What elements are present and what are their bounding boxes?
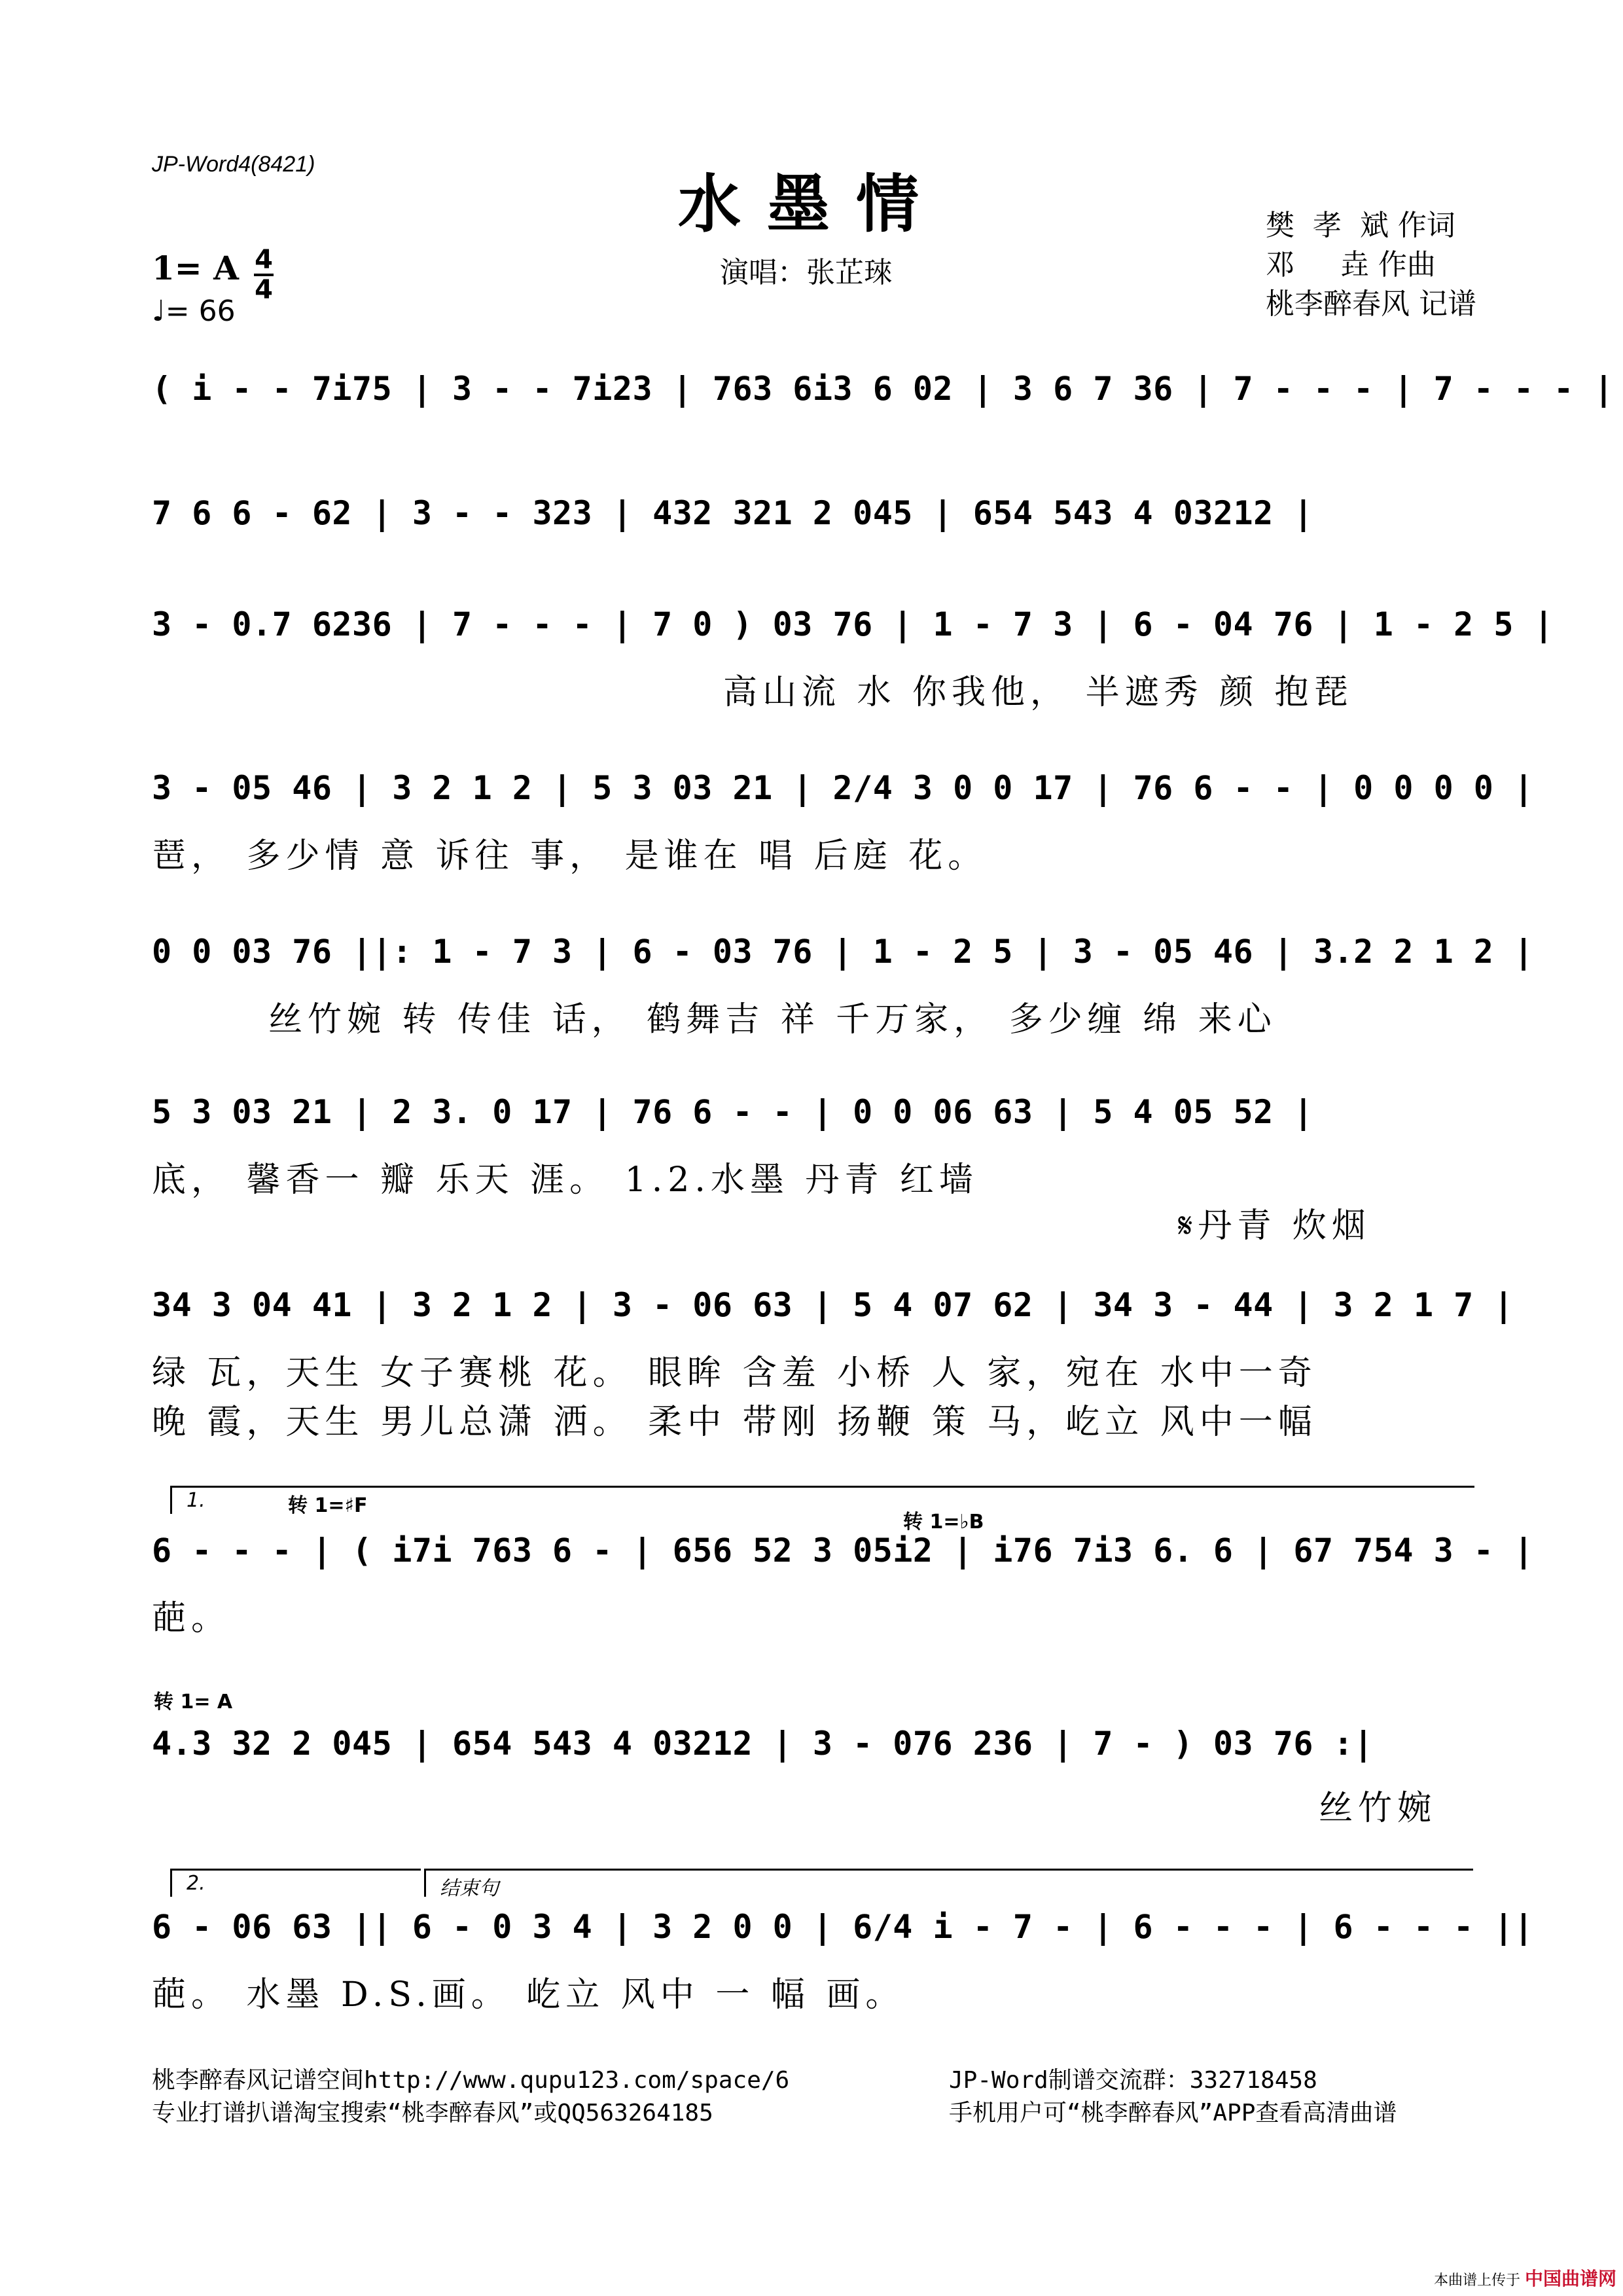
footer-left-2: 专业打谱扒谱淘宝搜索“桃李醉春风”或QQ563264185 xyxy=(152,2100,713,2126)
credits-block xyxy=(1266,206,1476,324)
modulation-3: 转 1= A xyxy=(154,1691,233,1713)
transcriber-credit: 桃李醉春风 记谱 xyxy=(1266,287,1476,321)
lyric-line-6-verse2: 𝄋丹青 炊烟 xyxy=(1178,1206,1371,1246)
lyricist-credit: 樊 孝 斌 作词 xyxy=(1266,209,1455,242)
lyric-line-5: 丝竹婉 转 传佳 话， 鹤舞吉 祥 千万家， 多少缠 绵 来心 xyxy=(268,1000,1277,1039)
footer-left-1: 桃李醉春风记谱空间http://www.qupu123.com/space/6 xyxy=(152,2067,790,2094)
upload-watermark xyxy=(1434,2265,1616,2291)
site-brand: 中国曲谱网 xyxy=(1524,2268,1616,2289)
lyric-line-7: 绿 瓦，天生 女子赛桃 花。 眼眸 含羞 小桥 人 家，宛在 水中一奇 xyxy=(152,1354,1317,1393)
quarter-note-icon: ♩ xyxy=(152,295,166,328)
singer-credit: 演唱：张芷琜 xyxy=(720,256,893,289)
song-title: 水墨情 xyxy=(678,167,945,241)
time-top: 4 xyxy=(255,245,273,275)
music-line-6: 5 3 03 21 | 2 3. 0 17 | 76 6 - - | 0 0 06 63 | 5 4 05 52 | xyxy=(152,1093,1313,1131)
music-line-5: 0 0 03 76 ||: 1 - 7 3 | 6 - 03 76 | 1 - 2 5 | 3 - 05 46 | 3.2 2 1 2 | xyxy=(152,933,1534,971)
software-label: JP-Word4(8421) xyxy=(152,152,315,177)
lyric-line-9: 丝竹婉 xyxy=(1319,1789,1437,1828)
lyric-line-4: 琶， 多少情 意 诉往 事， 是谁在 唱 后庭 花。 xyxy=(152,836,988,876)
lyric-line-10: 葩。 水墨 D.S.画。 屹立 风中 一 幅 画。 xyxy=(152,1975,905,2015)
modulation-2: 转 1=♭B xyxy=(903,1511,984,1534)
music-line-7: 34 3 04 41 | 3 2 1 2 | 3 - 06 63 | 5 4 07 62 | 34 3 - 44 | 3 2 1 7 | xyxy=(152,1286,1514,1324)
tempo-value: = 66 xyxy=(165,295,236,328)
volta-1-label: 1. xyxy=(187,1489,205,1512)
footer-right-1: JP-Word制谱交流群：332718458 xyxy=(949,2067,1317,2094)
volta-2-bracket xyxy=(170,1869,421,1897)
key-signature: 1= A xyxy=(152,249,239,287)
footer-right-2: 手机用户可“桃李醉春风”APP查看高清曲谱 xyxy=(949,2100,1397,2126)
music-line-8: 6 - - - | ( i7i 763 6 - | 656 52 3 05i2 | i76 7i3 6. 6 | 67 754 3 - | xyxy=(152,1532,1534,1570)
lyric-line-6: 底， 馨香一 瓣 乐天 涯。 1.2.水墨 丹青 红墙 xyxy=(152,1160,978,1200)
lyric-line-8: 葩。 xyxy=(152,1599,231,1638)
music-line-2: 7 6 6 - 62 | 3 - - 323 | 432 321 2 045 | 654 543 4 03212 | xyxy=(152,494,1313,532)
time-bottom: 4 xyxy=(255,275,273,305)
lyric-line-3: 高山流 水 你我他， 半遮秀 颜 抱琵 xyxy=(723,673,1353,712)
lyric-line-7-verse2: 晚 霞，天生 男儿总潇 洒。 柔中 带刚 扬鞭 策 马，屹立 风中一幅 xyxy=(152,1403,1317,1442)
music-line-3: 3 - 0.7 6236 | 7 - - - | 7 0 ) 03 76 | 1 - 7 3 | 6 - 04 76 | 1 - 2 5 | xyxy=(152,605,1554,643)
tempo-marking xyxy=(152,295,236,328)
time-signature xyxy=(254,245,274,305)
music-line-1: ( i - - 7i75 | 3 - - 7i23 | 763 6i3 6 02 | 3 6 7 36 | 7 - - - | 7 - - - | xyxy=(152,370,1614,408)
music-line-4: 3 - 05 46 | 3 2 1 2 | 5 3 03 21 | 2/4 3 0 0 17 | 76 6 - - | 0 0 0 0 | xyxy=(152,769,1534,807)
ending-bracket xyxy=(424,1869,1473,1897)
volta-2-label: 2. xyxy=(187,1872,205,1895)
music-line-10: 6 - 06 63 || 6 - 0 3 4 | 3 2 0 0 | 6/4 i - 7 - | 6 - - - | 6 - - - || xyxy=(152,1908,1534,1946)
modulation-1: 转 1=♯F xyxy=(288,1494,368,1517)
upload-text: 本曲谱上传于 xyxy=(1433,2272,1520,2289)
ending-label: 结束句 xyxy=(440,1877,499,1900)
composer-credit: 邓 垚 作曲 xyxy=(1266,248,1436,281)
music-line-9: 4.3 32 2 045 | 654 543 4 03212 | 3 - 076 236 | 7 - ) 03 76 :| xyxy=(152,1725,1374,1763)
